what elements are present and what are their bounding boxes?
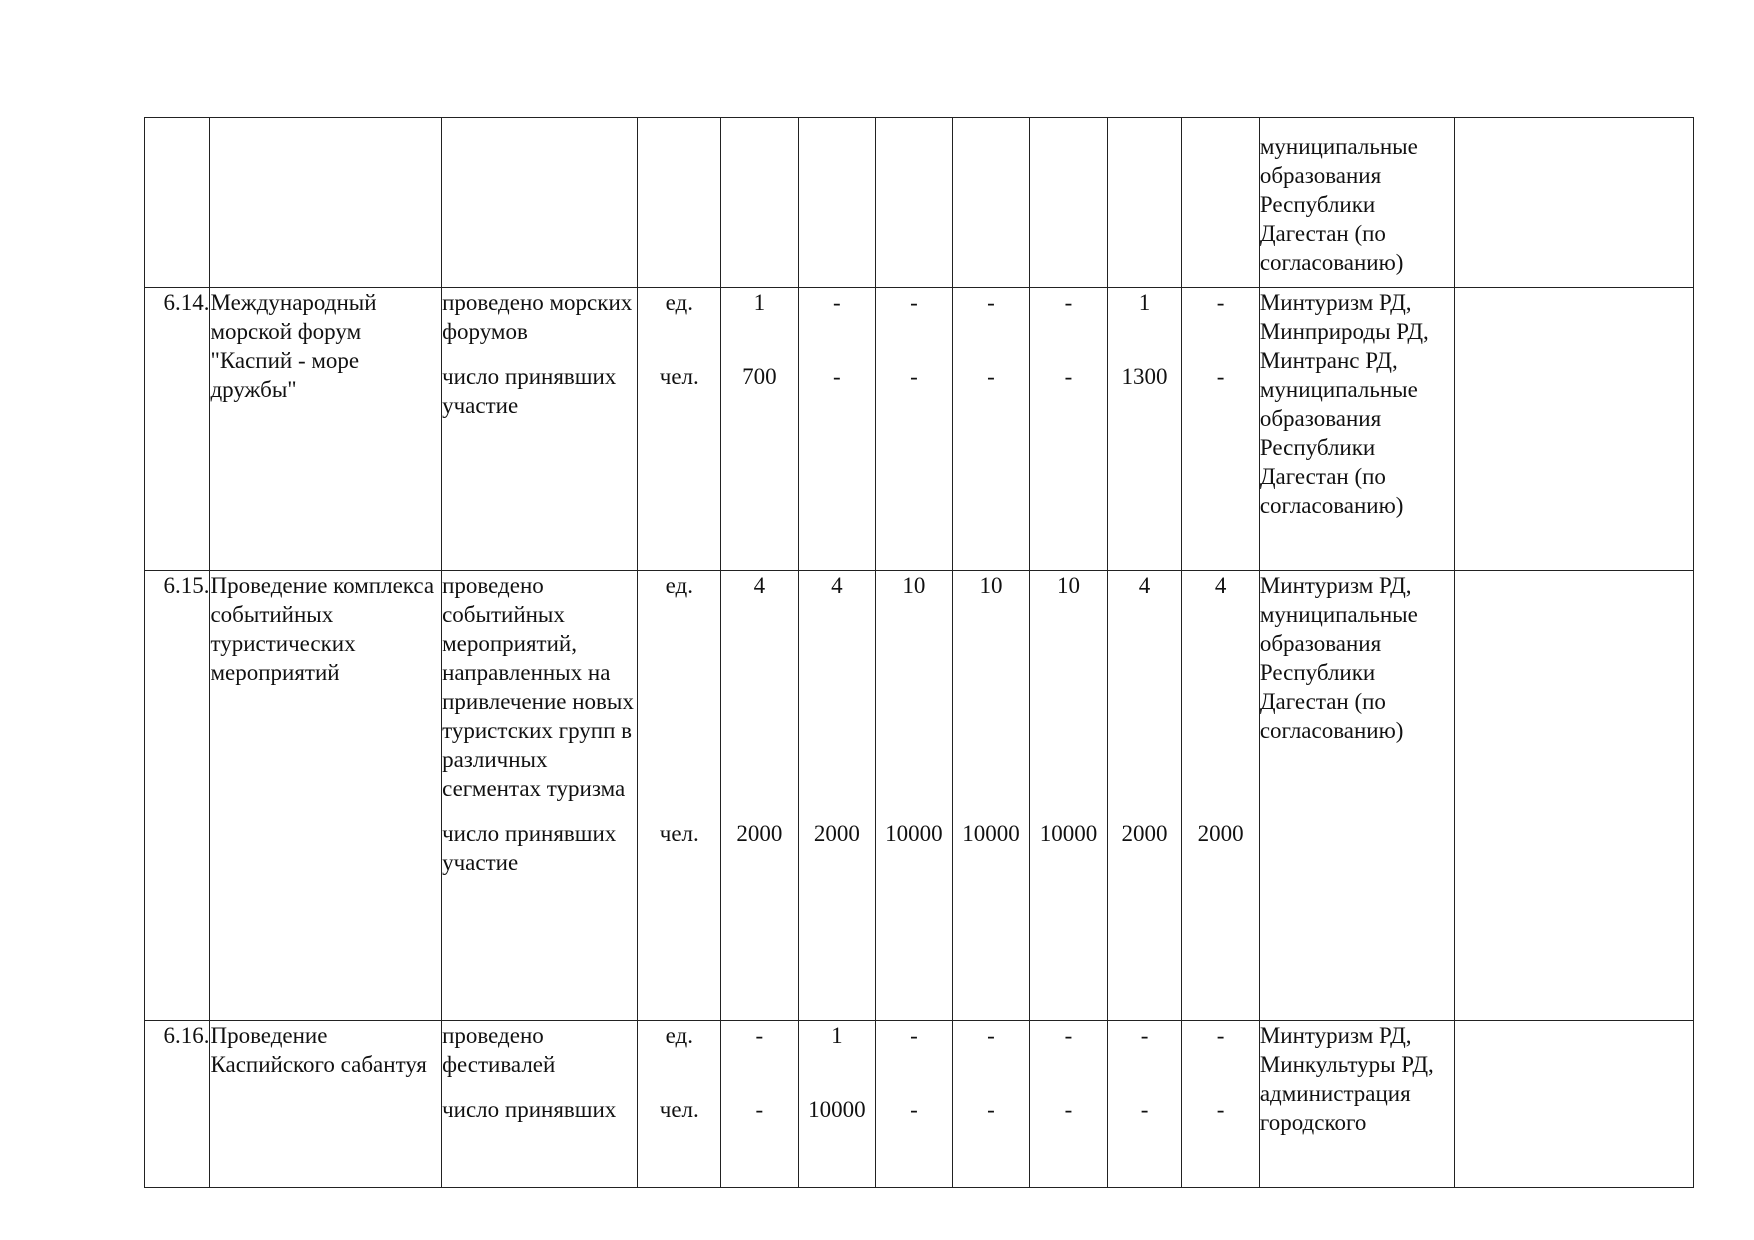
year-value: - [1064, 1097, 1073, 1122]
year-value-cell [876, 571, 953, 1021]
year-value: - [1064, 1023, 1073, 1048]
unit-label: чел. [659, 364, 699, 389]
unit-cell [638, 571, 721, 1021]
year-value-cell [1182, 288, 1260, 571]
responsible-executors: Минтуризм РД, Минприроды РД, Минтранс РД, муниципальные образования Республики Дагестан (по согласованию) [1259, 290, 1429, 518]
year-value: 700 [742, 364, 777, 389]
year-value: 10 [1057, 573, 1080, 598]
table-row [145, 1021, 1694, 1188]
unit-label: чел. [659, 821, 699, 846]
year-value: 2000 [736, 821, 783, 846]
year-value-cell [1107, 1021, 1182, 1188]
unit-cell [638, 118, 721, 288]
year-value: - [987, 1023, 995, 1048]
year-value: - [1216, 1097, 1225, 1122]
responsible-executors: муниципальные образования Республики Дагестан (по согласованию) [1259, 134, 1418, 275]
year-value-cell [876, 118, 953, 288]
table-row [145, 118, 1694, 288]
year-value-cell [1107, 571, 1182, 1021]
responsible-cell [1259, 571, 1454, 1021]
year-value-cell [721, 1021, 799, 1188]
year-value: - [987, 364, 995, 389]
year-value: - [1140, 1023, 1149, 1048]
unit-cell [638, 1021, 721, 1188]
year-value-cell [952, 118, 1030, 288]
year-value: 4 [1138, 573, 1151, 598]
program-table [144, 117, 1694, 1188]
item-name: Проведение комплекса событийных туристических мероприятий [210, 573, 435, 685]
item-number-cell [145, 288, 210, 571]
item-number-cell [145, 1021, 210, 1188]
year-value-cell [1030, 1021, 1108, 1188]
item-number: 6.16. [163, 1023, 210, 1048]
indicator-text: проведено событийных мероприятий, направленных на привлечение новых туристских групп в различных сегментах туризма [442, 573, 634, 801]
year-value: 10 [902, 573, 926, 598]
indicator-text: число принявших участие [442, 821, 617, 875]
year-value: 1300 [1121, 364, 1168, 389]
year-value: 1 [753, 290, 766, 315]
indicator-text: проведено фестивалей [442, 1023, 556, 1077]
year-value-cell [721, 118, 799, 288]
year-value-cell [952, 571, 1030, 1021]
year-value: 1 [831, 1023, 843, 1048]
year-value: 10000 [962, 821, 1020, 846]
year-value: 4 [753, 573, 766, 598]
note-cell [1455, 288, 1694, 571]
year-value: - [910, 1023, 918, 1048]
year-value-cell [1030, 571, 1108, 1021]
year-value-cell [1030, 118, 1108, 288]
year-value-cell [952, 288, 1030, 571]
year-value: - [833, 364, 841, 389]
year-value-cell [721, 571, 799, 1021]
item-name-cell [210, 118, 442, 288]
year-value: - [910, 290, 918, 315]
year-value: - [755, 1023, 764, 1048]
year-value-cell [1182, 571, 1260, 1021]
year-value: 10 [979, 573, 1003, 598]
year-value-cell [721, 288, 799, 571]
table-body [145, 118, 1694, 1188]
year-value-cell [798, 1021, 876, 1188]
year-value-cell [1182, 118, 1260, 288]
year-value: 10000 [885, 821, 943, 846]
unit-label: чел. [659, 1097, 699, 1122]
year-value-cell [1182, 1021, 1260, 1188]
note-cell [1455, 571, 1694, 1021]
indicator-cell [442, 1021, 638, 1188]
year-value: - [1140, 1097, 1149, 1122]
indicator-cell [442, 571, 638, 1021]
indicator-cell [442, 118, 638, 288]
year-value: - [1216, 1023, 1225, 1048]
item-number-cell [145, 118, 210, 288]
year-value: - [833, 290, 841, 315]
item-name-cell [210, 1021, 442, 1188]
table-row [145, 288, 1694, 571]
responsible-executors: Минтуризм РД, муниципальные образования Республики Дагестан (по согласованию) [1259, 573, 1418, 743]
item-number: 6.15. [163, 573, 210, 598]
year-value: - [1064, 290, 1073, 315]
year-value: - [1216, 290, 1225, 315]
year-value-cell [952, 1021, 1030, 1188]
year-value: 10000 [808, 1097, 866, 1122]
year-value: - [755, 1097, 764, 1122]
year-value-cell [876, 1021, 953, 1188]
year-value-cell [876, 288, 953, 571]
indicator-text: проведено морских форумов [442, 290, 633, 344]
item-name: Международный морской форум "Каспий - море дружбы" [210, 290, 377, 402]
item-name-cell [210, 288, 442, 571]
year-value: - [910, 364, 918, 389]
responsible-cell [1259, 1021, 1454, 1188]
year-value: - [987, 1097, 995, 1122]
unit-label: ед. [665, 290, 693, 315]
year-value: - [1064, 364, 1073, 389]
item-number: 6.14. [163, 290, 210, 315]
responsible-executors: Минтуризм РД, Минкультуры РД, администрация городского [1259, 1023, 1434, 1135]
indicator-cell [442, 288, 638, 571]
year-value-cell [798, 571, 876, 1021]
year-value: 10000 [1039, 821, 1098, 846]
year-value-cell [1030, 288, 1108, 571]
item-name: Проведение Каспийского сабантуя [210, 1023, 427, 1077]
unit-cell [638, 288, 721, 571]
year-value: 4 [831, 573, 843, 598]
year-value: 2000 [1197, 821, 1244, 846]
responsible-cell [1259, 118, 1454, 288]
item-number-cell [145, 571, 210, 1021]
year-value-cell [1107, 288, 1182, 571]
indicator-text: число принявших участие [442, 364, 617, 418]
year-value: - [910, 1097, 918, 1122]
indicator-text: число принявших [442, 1097, 617, 1122]
responsible-cell [1259, 288, 1454, 571]
note-cell [1455, 1021, 1694, 1188]
year-value: 4 [1214, 573, 1227, 598]
unit-label: ед. [665, 573, 693, 598]
year-value: 2000 [813, 821, 860, 846]
item-name-cell [210, 571, 442, 1021]
year-value-cell [1107, 118, 1182, 288]
year-value-cell [798, 118, 876, 288]
year-value: 1 [1138, 290, 1151, 315]
year-value: - [1216, 364, 1225, 389]
year-value-cell [798, 288, 876, 571]
year-value: 2000 [1121, 821, 1168, 846]
year-value: - [987, 290, 995, 315]
unit-label: ед. [665, 1023, 693, 1048]
note-cell [1455, 118, 1694, 288]
table-row [145, 571, 1694, 1021]
